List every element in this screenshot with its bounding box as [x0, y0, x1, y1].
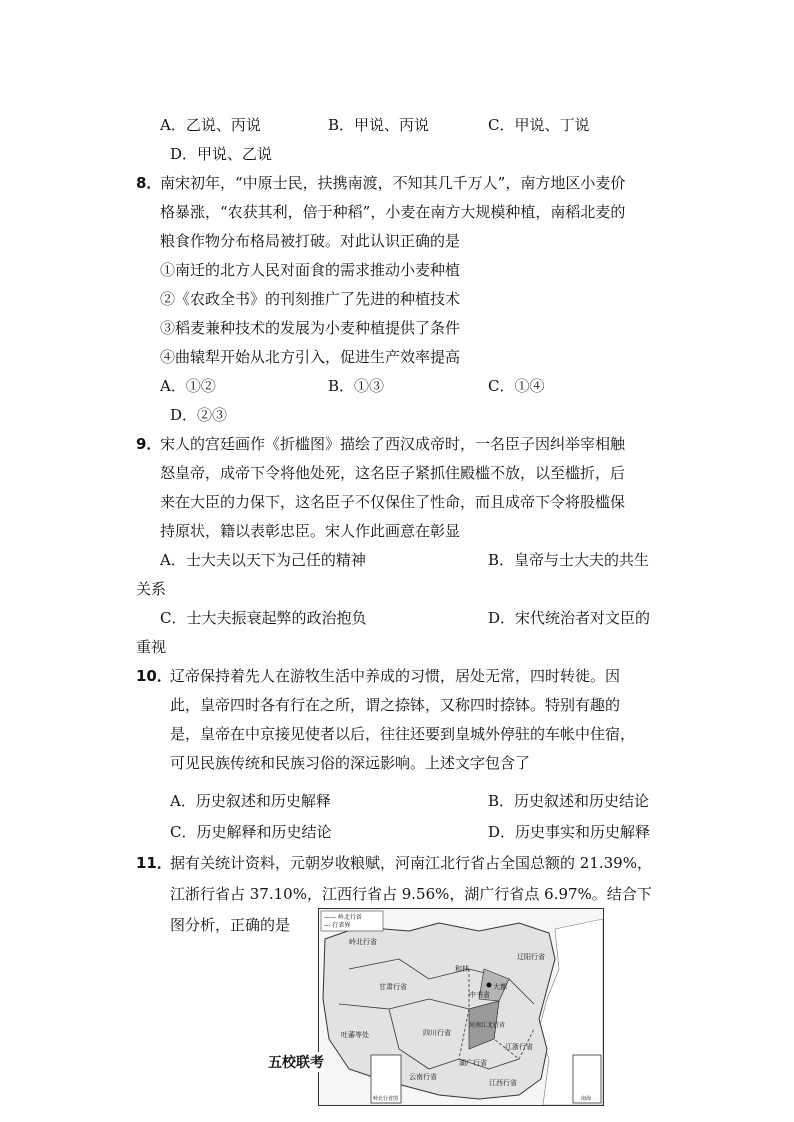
q8-stem-line-1: 南宋初年，“中原士民，扶携南渡，不知其几千万人”，南方地区小麦价	[160, 174, 626, 192]
page-footer: 五校联考	[268, 1052, 324, 1072]
q10-option-a: A．历史叙述和历史解释	[170, 792, 331, 810]
map-label-gansu: 甘肃行省	[379, 983, 407, 991]
inset-right-label: 南海	[581, 1096, 592, 1102]
q9-option-a: A．士大夫以天下为己任的精神	[160, 551, 366, 569]
q7-option-c: C．甲说、丁说	[488, 116, 590, 134]
q7-option-b: B．甲说、丙说	[328, 116, 430, 134]
map-label-zhongshu: 中书省	[469, 991, 490, 999]
q10-stem-line-1: 辽帝保持着先人在游牧生活中养成的习惯，居处无常，四时转徙。因	[170, 667, 621, 685]
inset-left-label: 岭北行省图	[373, 1096, 399, 1102]
map-label-jiangxi: 江西行省	[489, 1079, 517, 1087]
q9-stem-line-1: 宋人的宫廷画作《折槛图》描绘了西汉成帝时，一名臣子因纠举宰相触	[160, 435, 626, 453]
map-label-liaoyang: 辽阳行省	[517, 953, 545, 961]
q11-number: 11．	[136, 854, 172, 872]
q9-stem-line-3: 来在大臣的力保下，这名臣子不仅保住了性命，而且成帝下令将股槛保	[160, 493, 626, 511]
q8-item-2: ②《农政全书》的刊刻推广了先进的种植技术	[160, 290, 461, 308]
q10-stem-line-3: 是，皇帝在中京接见使者以后，往往还要到皇城外停驻的车帐中住宿，	[170, 725, 636, 743]
q8-stem-line-3: 粮食作物分布格局被打破。对此认识正确的是	[160, 232, 461, 250]
q8-option-b: B．①③	[328, 377, 385, 395]
legend-entry-1: —— 岭北行省	[324, 914, 362, 921]
map-label-lingbei: 岭北行省	[349, 938, 377, 946]
q10-option-b: B．历史叙述和历史结论	[488, 792, 650, 810]
q8-number: 8．	[136, 174, 162, 192]
map-label-huguang: 湖广行省	[459, 1059, 487, 1067]
q9-option-c: C．士大夫振衰起弊的政治抱负	[160, 609, 367, 627]
q8-item-4: ④曲辕犁开始从北方引入，促进生产效率提高	[160, 348, 461, 366]
q9-option-b-continued: 关系	[136, 580, 167, 598]
q9-option-d-continued: 重视	[136, 638, 167, 656]
map-label-dadu: 大都	[493, 983, 507, 991]
q8-stem-line-2: 格暴涨，“农获其利，倍于种稻”，小麦在南方大规模种植，南稻北麦的	[160, 203, 626, 221]
map-label-yunnan: 云南行省	[409, 1073, 437, 1081]
q7-option-d: D．甲说、乙说	[170, 145, 273, 163]
map-label-helin: 和林	[455, 965, 469, 973]
q10-stem-line-2: 此，皇帝四时各有行在之所，谓之捺钵，又称四时捺钵。特别有趣的	[170, 696, 621, 714]
q10-option-d: D．历史事实和历史解释	[488, 823, 651, 841]
map-label-tubo: 吐蕃等处	[341, 1031, 369, 1039]
q10-number: 10．	[136, 667, 172, 685]
map-label-henan: 河南江北行省	[469, 1022, 506, 1029]
q8-option-d: D．②③	[170, 406, 228, 424]
q8-item-1: ①南迁的北方人民对面食的需求推动小麦种植	[160, 261, 461, 279]
capital-marker	[487, 983, 492, 988]
yuan-dynasty-provinces-map	[318, 908, 604, 1106]
q8-option-a: A．①②	[160, 377, 216, 395]
legend-entry-2: --- 行省界	[324, 922, 351, 929]
q11-stem-line-3: 图分析，正确的是	[170, 916, 291, 934]
q11-stem-line-2: 江浙行省占 37.10%，江西行省占 9.56%，湖广行省点 6.97%。结合下	[170, 885, 652, 903]
q9-stem-line-4: 持原状，籍以表彰忠臣。宋人作此画意在彰显	[160, 522, 461, 540]
q11-stem-line-1: 据有关统计资料，元朝岁收粮赋，河南江北行省占全国总额的 21.39%，	[170, 854, 652, 872]
q9-stem-line-2: 怒皇帝，成帝下令将他处死，这名臣子紧抓住殿槛不放，以至槛折，后	[160, 464, 626, 482]
q9-option-b: B．皇帝与士大夫的共生	[488, 551, 650, 569]
q10-stem-line-4: 可见民族传统和民族习俗的深远影响。上述文字包含了	[170, 754, 531, 772]
q7-option-a: A．乙说、丙说	[160, 116, 261, 134]
q10-option-c: C．历史解释和历史结论	[170, 823, 332, 841]
q9-number: 9．	[136, 435, 162, 453]
map-label-jiangzhe: 江浙行省	[505, 1043, 533, 1051]
q8-item-3: ③稻麦兼种技术的发展为小麦种植提供了条件	[160, 319, 461, 337]
map-drawing	[319, 909, 603, 1105]
map-label-sichuan: 四川行省	[423, 1029, 451, 1037]
q9-option-d: D．宋代统治者对文臣的	[488, 609, 651, 627]
q8-option-c: C．①④	[488, 377, 545, 395]
